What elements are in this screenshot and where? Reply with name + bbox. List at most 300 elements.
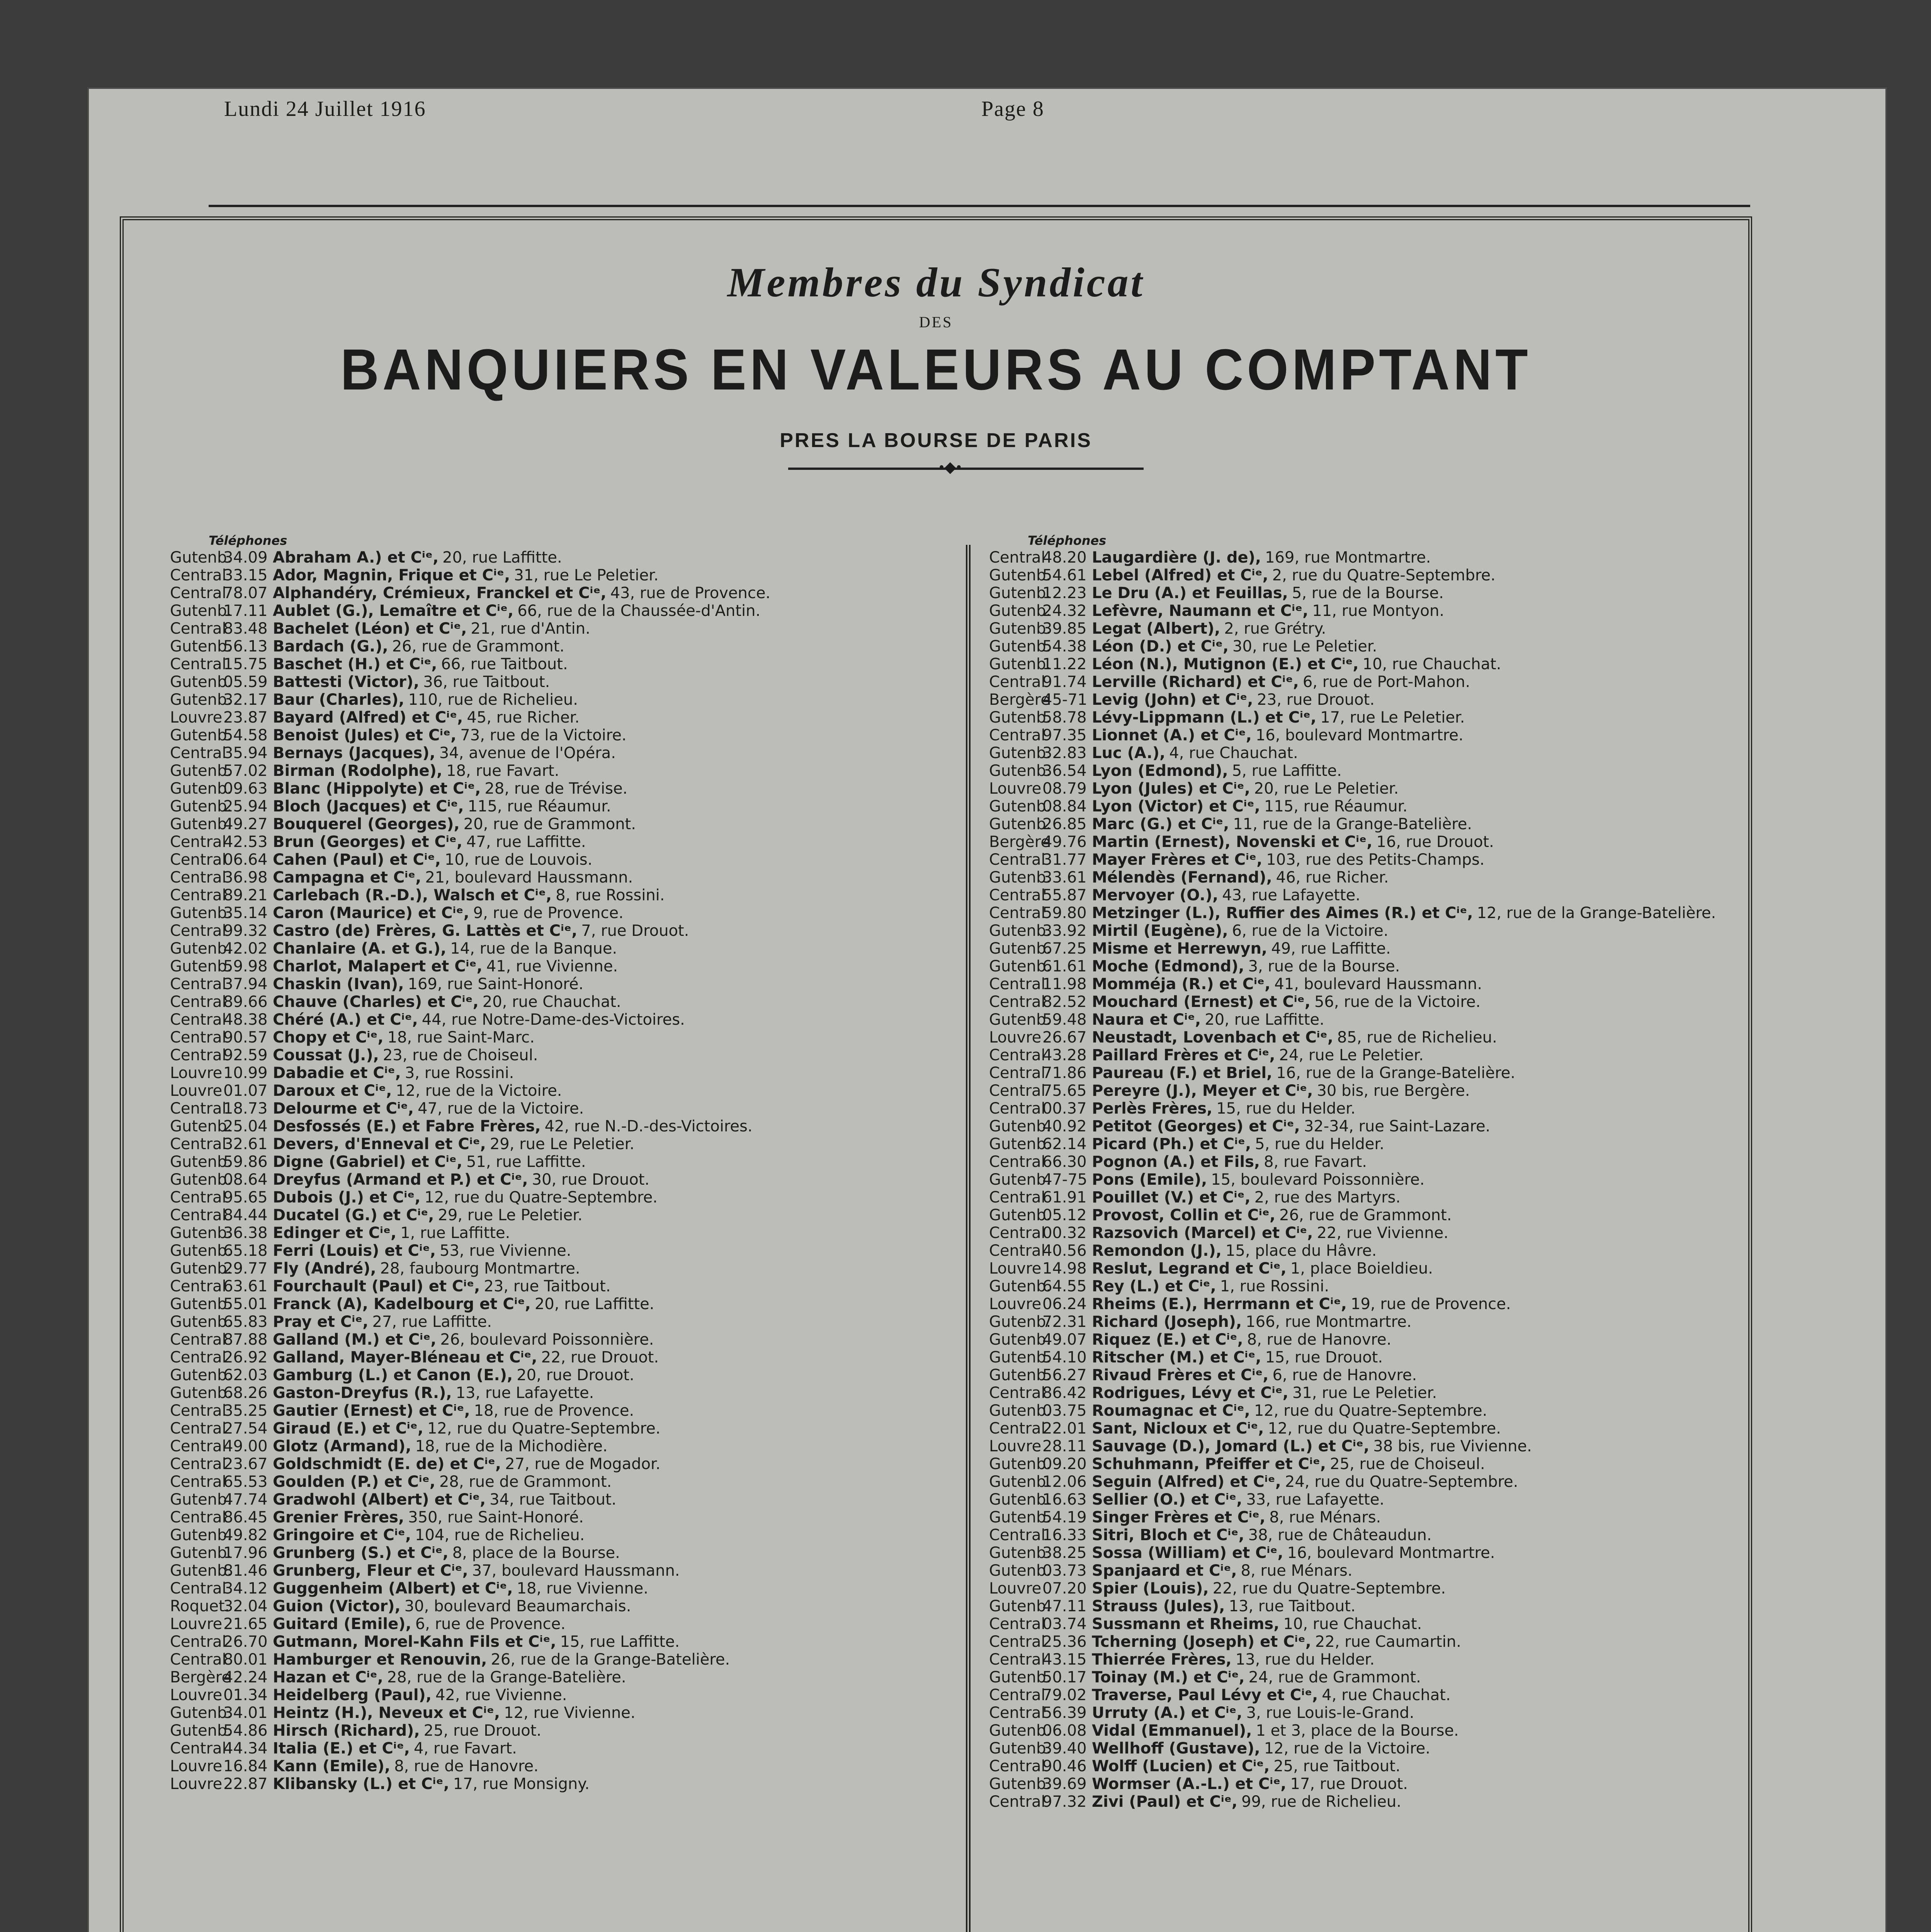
phone-exchange: Gutenb. bbox=[989, 957, 1051, 975]
phone-exchange: Gutenb. bbox=[170, 815, 232, 833]
member-row bbox=[170, 1171, 770, 1189]
phone-number: 18.73 bbox=[223, 1100, 268, 1117]
member-row bbox=[989, 1455, 1716, 1473]
member-name: Chauve (Charles) et Cⁱᵉ, bbox=[273, 993, 479, 1011]
phone-number: 08.79 bbox=[1042, 780, 1087, 798]
member-name: Hazan et Cⁱᵉ, bbox=[273, 1668, 383, 1686]
member-row bbox=[170, 1295, 770, 1313]
phone-exchange: Central bbox=[989, 1046, 1045, 1064]
member-row bbox=[989, 1722, 1716, 1740]
member-row bbox=[989, 1597, 1716, 1615]
member-row bbox=[989, 1206, 1716, 1224]
phone-number: 78.07 bbox=[223, 584, 268, 602]
member-address: 24, rue de Grammont. bbox=[1248, 1668, 1421, 1686]
member-address: 6, rue de Hanovre. bbox=[1272, 1366, 1417, 1384]
members-list-right bbox=[989, 533, 1716, 1811]
member-row bbox=[170, 1046, 770, 1064]
member-name: Schuhmann, Pfeiffer et Cⁱᵉ, bbox=[1092, 1455, 1326, 1473]
phone-exchange: Gutenb. bbox=[170, 762, 232, 780]
phone-number: 00.32 bbox=[1042, 1224, 1087, 1242]
member-address: 22, rue Vivienne. bbox=[1317, 1224, 1448, 1242]
member-row bbox=[989, 1668, 1716, 1686]
member-row bbox=[170, 1029, 770, 1046]
phone-exchange: Gutenb. bbox=[170, 1491, 232, 1509]
phone-number: 00.37 bbox=[1042, 1100, 1087, 1117]
member-address: 8, place de la Bourse. bbox=[452, 1544, 620, 1562]
member-row bbox=[989, 922, 1716, 940]
member-address: 29, rue Le Peletier. bbox=[490, 1135, 635, 1153]
phone-exchange: Gutenb. bbox=[170, 1260, 232, 1277]
phone-exchange: Central bbox=[170, 922, 226, 940]
member-name: Marc (G.) et Cⁱᵉ, bbox=[1092, 815, 1229, 833]
member-row bbox=[170, 673, 770, 691]
member-address: 3, rue de la Bourse. bbox=[1248, 957, 1400, 975]
member-row bbox=[989, 1544, 1716, 1562]
phone-exchange: Central bbox=[989, 1615, 1045, 1633]
member-name: Martin (Ernest), Novenski et Cⁱᵉ, bbox=[1092, 833, 1373, 851]
member-name: Vidal (Emmanuel), bbox=[1092, 1722, 1252, 1740]
phone-number: 65.53 bbox=[223, 1473, 268, 1491]
phone-number: 64.55 bbox=[1042, 1277, 1087, 1295]
member-name: Klibansky (L.) et Cⁱᵉ, bbox=[273, 1775, 449, 1793]
member-address: 41, boulevard Haussmann. bbox=[1274, 975, 1482, 993]
member-row bbox=[989, 1277, 1716, 1295]
member-name: Dreyfus (Armand et P.) et Cⁱᵉ, bbox=[273, 1171, 528, 1189]
phone-number: 14.98 bbox=[1042, 1260, 1087, 1277]
member-name: Gautier (Ernest) et Cⁱᵉ, bbox=[273, 1402, 470, 1420]
member-address: 110, rue de Richelieu. bbox=[408, 691, 578, 709]
member-name: Pereyre (J.), Meyer et Cⁱᵉ, bbox=[1092, 1082, 1313, 1100]
member-name: Pray et Cⁱᵉ, bbox=[273, 1313, 369, 1331]
phone-number: 82.52 bbox=[1042, 993, 1087, 1011]
member-address: 5, rue Laffitte. bbox=[1232, 762, 1342, 780]
phone-number: 83.48 bbox=[223, 620, 268, 638]
member-row bbox=[989, 709, 1716, 726]
member-row bbox=[170, 655, 770, 673]
member-row bbox=[989, 1491, 1716, 1509]
member-row bbox=[989, 673, 1716, 691]
phone-exchange: Gutenb. bbox=[170, 673, 232, 691]
phone-number: 79.02 bbox=[1042, 1686, 1087, 1704]
member-row bbox=[989, 833, 1716, 851]
member-row bbox=[989, 566, 1716, 584]
member-row bbox=[989, 620, 1716, 638]
member-name: Rey (L.) et Cⁱᵉ, bbox=[1092, 1277, 1216, 1295]
phone-exchange: Central bbox=[989, 726, 1045, 744]
member-address: 24, rue Le Peletier. bbox=[1279, 1046, 1424, 1064]
phone-number: 09.20 bbox=[1042, 1455, 1087, 1473]
phone-exchange: Gutenb. bbox=[170, 1722, 232, 1740]
phone-number: 07.20 bbox=[1042, 1580, 1087, 1597]
member-row bbox=[989, 726, 1716, 744]
phone-number: 27.54 bbox=[223, 1420, 268, 1437]
phone-number: 08.64 bbox=[223, 1171, 268, 1189]
phone-number: 33.15 bbox=[223, 566, 268, 584]
phone-number: 59.98 bbox=[223, 957, 268, 975]
phone-exchange: Central bbox=[989, 1633, 1045, 1651]
member-row bbox=[170, 1206, 770, 1224]
member-row bbox=[170, 691, 770, 709]
member-name: Levig (John) et Cⁱᵉ, bbox=[1092, 691, 1253, 709]
member-name: Metzinger (L.), Ruffier des Aimes (R.) et Cⁱᵉ, bbox=[1092, 904, 1473, 922]
member-row bbox=[989, 1189, 1716, 1206]
member-address: 12, rue de la Victoire. bbox=[396, 1082, 562, 1100]
member-address: 12, rue de la Victoire. bbox=[1264, 1740, 1430, 1757]
member-address: 22, rue Caumartin. bbox=[1315, 1633, 1461, 1651]
member-row bbox=[989, 1046, 1716, 1064]
member-address: 16, boulevard Montmartre. bbox=[1255, 726, 1464, 744]
phone-number: 05.59 bbox=[223, 673, 268, 691]
phone-exchange: Gutenb. bbox=[989, 655, 1051, 673]
phone-number: 26.70 bbox=[223, 1633, 268, 1651]
member-address: 2, rue du Quatre-Septembre. bbox=[1272, 566, 1496, 584]
phone-exchange: Central bbox=[170, 886, 226, 904]
phone-exchange: Central bbox=[170, 993, 226, 1011]
phone-number: 26.92 bbox=[223, 1349, 268, 1366]
member-row bbox=[989, 1171, 1716, 1189]
phone-number: 62.03 bbox=[223, 1366, 268, 1384]
phone-exchange: Louvre bbox=[170, 1064, 223, 1082]
member-name: Laugardière (J. de), bbox=[1092, 549, 1261, 566]
member-address: 34, avenue de l'Opéra. bbox=[439, 744, 616, 762]
phone-number: 16.63 bbox=[1042, 1491, 1087, 1509]
member-row bbox=[989, 1135, 1716, 1153]
member-name: Tcherning (Joseph) et Cⁱᵉ, bbox=[1092, 1633, 1311, 1651]
member-row bbox=[989, 1704, 1716, 1722]
phone-exchange: Gutenb. bbox=[989, 1313, 1051, 1331]
member-row bbox=[170, 1153, 770, 1171]
member-name: Abraham A.) et Cⁱᵉ, bbox=[273, 549, 439, 566]
member-address: 104, rue de Richelieu. bbox=[415, 1526, 585, 1544]
phone-exchange: Gutenb. bbox=[989, 815, 1051, 833]
member-row bbox=[170, 993, 770, 1011]
member-name: Baur (Charles), bbox=[273, 691, 405, 709]
member-address: 1, place Boieldieu. bbox=[1290, 1260, 1433, 1277]
member-name: Battesti (Victor), bbox=[273, 673, 420, 691]
member-row bbox=[170, 1615, 770, 1633]
phone-number: 59.48 bbox=[1042, 1011, 1087, 1029]
member-name: Fourchault (Paul) et Cⁱᵉ, bbox=[273, 1277, 480, 1295]
phone-number: 32.83 bbox=[1042, 744, 1087, 762]
member-address: 66, rue de la Chaussée-d'Antin. bbox=[517, 602, 761, 620]
member-name: Guitard (Emile), bbox=[273, 1615, 411, 1633]
member-address: 10, rue de Louvois. bbox=[444, 851, 593, 869]
phone-exchange: Central bbox=[989, 1242, 1045, 1260]
member-address: 51, rue Laffitte. bbox=[466, 1153, 586, 1171]
phone-number: 36.54 bbox=[1042, 762, 1087, 780]
member-address: 20, rue de Grammont. bbox=[463, 815, 636, 833]
phone-exchange: Central bbox=[989, 1100, 1045, 1117]
syndicate-frame bbox=[120, 216, 1752, 1932]
member-row bbox=[170, 1544, 770, 1562]
phone-exchange: Gutenb. bbox=[170, 1153, 232, 1171]
member-row bbox=[989, 1384, 1716, 1402]
phone-exchange: Gutenb. bbox=[989, 1668, 1051, 1686]
member-address: 12, rue du Quatre-Septembre. bbox=[1268, 1420, 1501, 1437]
member-address: 20, rue Laffitte. bbox=[1205, 1011, 1324, 1029]
member-row bbox=[989, 993, 1716, 1011]
member-address: 6, rue de Port-Mahon. bbox=[1302, 673, 1470, 691]
member-name: Hamburger et Renouvin, bbox=[273, 1651, 487, 1668]
phone-number: 06.24 bbox=[1042, 1295, 1087, 1313]
member-name: Naura et Cⁱᵉ, bbox=[1092, 1011, 1201, 1029]
phone-number: 59.80 bbox=[1042, 904, 1087, 922]
phone-number: 33.61 bbox=[1042, 869, 1087, 886]
phone-exchange: Central bbox=[170, 1509, 226, 1526]
member-name: Blanc (Hippolyte) et Cⁱᵉ, bbox=[273, 780, 481, 798]
phone-exchange: Central bbox=[170, 1349, 226, 1366]
phone-number: 01.34 bbox=[223, 1686, 268, 1704]
member-name: Fly (André), bbox=[273, 1260, 376, 1277]
member-name: Chopy et Cⁱᵉ, bbox=[273, 1029, 384, 1046]
member-address: 30, rue Drouot. bbox=[532, 1171, 650, 1189]
member-row bbox=[989, 1100, 1716, 1117]
title-membres: Membres du Syndicat bbox=[727, 260, 1145, 306]
phone-exchange: Central bbox=[989, 1153, 1045, 1171]
phone-exchange: Louvre bbox=[989, 1580, 1042, 1597]
member-address: 23, rue de Choiseul. bbox=[382, 1046, 538, 1064]
phone-number: 68.26 bbox=[223, 1384, 268, 1402]
member-row bbox=[989, 744, 1716, 762]
member-name: Gutmann, Morel-Kahn Fils et Cⁱᵉ, bbox=[273, 1633, 556, 1651]
member-row bbox=[989, 1793, 1716, 1811]
member-row bbox=[989, 1224, 1716, 1242]
member-row bbox=[170, 851, 770, 869]
member-address: 27, rue de Mogador. bbox=[505, 1455, 661, 1473]
member-name: Devers, d'Enneval et Cⁱᵉ, bbox=[273, 1135, 486, 1153]
member-address: 14, rue de la Banque. bbox=[450, 940, 617, 957]
member-name: Ritscher (M.) et Cⁱᵉ, bbox=[1092, 1349, 1261, 1366]
header-rule bbox=[209, 205, 1750, 207]
member-address: 22, rue du Quatre-Septembre. bbox=[1212, 1580, 1446, 1597]
member-row bbox=[170, 1349, 770, 1366]
member-name: Mélendès (Fernand), bbox=[1092, 869, 1272, 886]
phone-exchange: Gutenb. bbox=[989, 1597, 1051, 1615]
member-address: 31, rue Le Peletier. bbox=[514, 566, 659, 584]
member-row bbox=[170, 1473, 770, 1491]
member-address: 15, rue Drouot. bbox=[1265, 1349, 1383, 1366]
phone-exchange: Bergère bbox=[170, 1668, 231, 1686]
member-address: 18, rue Favart. bbox=[446, 762, 559, 780]
member-row bbox=[170, 1668, 770, 1686]
phone-number: 12.23 bbox=[1042, 584, 1087, 602]
member-address: 46, rue Richer. bbox=[1276, 869, 1389, 886]
phone-number: 03.75 bbox=[1042, 1402, 1087, 1420]
phone-number: 10.99 bbox=[223, 1064, 268, 1082]
member-address: 5, rue du Helder. bbox=[1255, 1135, 1384, 1153]
member-address: 24, rue du Quatre-Septembre. bbox=[1285, 1473, 1518, 1491]
member-name: Spanjaard et Cⁱᵉ, bbox=[1092, 1562, 1237, 1580]
phone-number: 42.02 bbox=[223, 940, 268, 957]
member-name: Baschet (H.) et Cⁱᵉ, bbox=[273, 655, 437, 673]
member-address: 25, rue Drouot. bbox=[423, 1722, 542, 1740]
phone-exchange: Gutenb. bbox=[989, 1455, 1051, 1473]
phone-exchange: Central bbox=[989, 1526, 1045, 1544]
member-row bbox=[170, 762, 770, 780]
member-row bbox=[170, 1117, 770, 1135]
member-address: 26, boulevard Poissonnière. bbox=[440, 1331, 654, 1349]
member-address: 37, boulevard Haussmann. bbox=[472, 1562, 680, 1580]
ornament-icon: •◆• bbox=[939, 458, 962, 476]
phone-exchange: Gutenb. bbox=[170, 780, 232, 798]
member-row bbox=[989, 1686, 1716, 1704]
phone-exchange: Gutenb. bbox=[989, 1349, 1051, 1366]
title-banquiers: BANQUIERS EN VALEURS AU COMPTANT bbox=[340, 337, 1532, 402]
member-address: 53, rue Vivienne. bbox=[440, 1242, 571, 1260]
phone-exchange: Central bbox=[989, 1064, 1045, 1082]
member-address: 85, rue de Richelieu. bbox=[1337, 1029, 1497, 1046]
member-name: Ducatel (G.) et Cⁱᵉ, bbox=[273, 1206, 434, 1224]
phone-exchange: Louvre bbox=[989, 1029, 1042, 1046]
phone-number: 22.87 bbox=[223, 1775, 268, 1793]
member-row bbox=[170, 780, 770, 798]
member-row bbox=[989, 815, 1716, 833]
phone-number: 31.77 bbox=[1042, 851, 1087, 869]
phone-number: 45-71 bbox=[1042, 691, 1088, 709]
phone-number: 54.10 bbox=[1042, 1349, 1087, 1366]
member-name: Rheims (E.), Herrmann et Cⁱᵉ, bbox=[1092, 1295, 1347, 1313]
phone-number: 36.38 bbox=[223, 1224, 268, 1242]
member-row bbox=[989, 1775, 1716, 1793]
member-name: Moche (Edmond), bbox=[1092, 957, 1244, 975]
member-address: 5, rue de la Bourse. bbox=[1292, 584, 1444, 602]
phone-exchange: Central bbox=[170, 869, 226, 886]
phone-number: 23.87 bbox=[223, 709, 268, 726]
member-address: 350, rue Saint-Honoré. bbox=[408, 1509, 584, 1526]
member-address: 103, rue des Petits-Champs. bbox=[1266, 851, 1485, 869]
phone-number: 65.83 bbox=[223, 1313, 268, 1331]
member-row bbox=[989, 602, 1716, 620]
phone-exchange: Gutenb. bbox=[170, 1704, 232, 1722]
phone-exchange: Central bbox=[170, 566, 226, 584]
member-row bbox=[170, 584, 770, 602]
title-des: DES bbox=[919, 313, 953, 331]
phone-exchange: Central bbox=[989, 975, 1045, 993]
ornament-rule bbox=[788, 468, 1144, 470]
member-row bbox=[170, 1775, 770, 1793]
phone-exchange: Central bbox=[989, 1757, 1045, 1775]
member-address: 12, rue du Quatre-Septembre. bbox=[427, 1420, 661, 1437]
phone-number: 23.67 bbox=[223, 1455, 268, 1473]
member-name: Franck (A), Kadelbourg et Cⁱᵉ, bbox=[273, 1295, 531, 1313]
phone-exchange: Gutenb. bbox=[170, 957, 232, 975]
phone-exchange: Gutenb. bbox=[989, 1740, 1051, 1757]
member-address: 13, rue Taitbout. bbox=[1229, 1597, 1356, 1615]
phone-exchange: Gutenb. bbox=[989, 1171, 1051, 1189]
member-name: Edinger et Cⁱᵉ, bbox=[273, 1224, 397, 1242]
member-row bbox=[170, 1224, 770, 1242]
member-row bbox=[170, 1686, 770, 1704]
member-address: 8, rue de Hanovre. bbox=[394, 1757, 539, 1775]
member-name: Lionnet (A.) et Cⁱᵉ, bbox=[1092, 726, 1252, 744]
phone-exchange: Central bbox=[170, 1189, 226, 1206]
phone-exchange: Gutenb. bbox=[170, 638, 232, 655]
phone-exchange: Central bbox=[170, 1473, 226, 1491]
member-name: Giraud (E.) et Cⁱᵉ, bbox=[273, 1420, 423, 1437]
member-row bbox=[989, 869, 1716, 886]
phone-number: 35.14 bbox=[223, 904, 268, 922]
member-name: Bloch (Jacques) et Cⁱᵉ, bbox=[273, 798, 464, 815]
phone-number: 54.61 bbox=[1042, 566, 1087, 584]
member-row bbox=[989, 1509, 1716, 1526]
member-name: Benoist (Jules) et Cⁱᵉ, bbox=[273, 726, 457, 744]
member-name: Seguin (Alfred) et Cⁱᵉ, bbox=[1092, 1473, 1281, 1491]
phone-number: 56.13 bbox=[223, 638, 268, 655]
member-row bbox=[989, 1402, 1716, 1420]
member-address: 20, rue Le Peletier. bbox=[1254, 780, 1399, 798]
member-address: 15, rue Laffitte. bbox=[560, 1633, 680, 1651]
phone-number: 62.14 bbox=[1042, 1135, 1087, 1153]
member-name: Caron (Maurice) et Cⁱᵉ, bbox=[273, 904, 469, 922]
member-address: 26, rue de Grammont. bbox=[1279, 1206, 1452, 1224]
member-address: 49, rue Laffitte. bbox=[1271, 940, 1391, 957]
phone-exchange: Gutenb. bbox=[989, 1775, 1051, 1793]
member-address: 12, rue de la Grange-Batelière. bbox=[1477, 904, 1716, 922]
phone-exchange: Central bbox=[170, 1633, 226, 1651]
member-address: 23, rue Taitbout. bbox=[484, 1277, 611, 1295]
member-name: Provost, Collin et Cⁱᵉ, bbox=[1092, 1206, 1276, 1224]
phone-exchange: Central bbox=[170, 1011, 226, 1029]
phone-exchange: Roquet. bbox=[170, 1597, 230, 1615]
phone-number: 42.53 bbox=[223, 833, 268, 851]
member-name: Guggenheim (Albert) et Cⁱᵉ, bbox=[273, 1580, 513, 1597]
member-address: 8, rue Favart. bbox=[1264, 1153, 1367, 1171]
member-address: 31, rue Le Peletier. bbox=[1292, 1384, 1437, 1402]
phone-number: 15.75 bbox=[223, 655, 268, 673]
phone-number: 08.84 bbox=[1042, 798, 1087, 815]
member-address: 9, rue de Provence. bbox=[473, 904, 624, 922]
member-address: 7, rue Drouot. bbox=[581, 922, 689, 940]
member-name: Charlot, Malapert et Cⁱᵉ, bbox=[273, 957, 483, 975]
member-address: 18, rue Vivienne. bbox=[517, 1580, 648, 1597]
phone-exchange: Gutenb. bbox=[989, 1491, 1051, 1509]
phone-number: 97.32 bbox=[1042, 1793, 1087, 1811]
member-name: Traverse, Paul Lévy et Cⁱᵉ, bbox=[1092, 1686, 1318, 1704]
phone-exchange: Louvre bbox=[989, 780, 1042, 798]
member-address: 99, rue de Richelieu. bbox=[1241, 1793, 1401, 1811]
phone-number: 49.82 bbox=[223, 1526, 268, 1544]
member-name: Pouillet (V.) et Cⁱᵉ, bbox=[1092, 1189, 1251, 1206]
phone-exchange: Central bbox=[170, 620, 226, 638]
phone-number: 25.36 bbox=[1042, 1633, 1087, 1651]
phone-number: 25.04 bbox=[223, 1117, 268, 1135]
phone-exchange: Gutenb. bbox=[989, 1562, 1051, 1580]
member-address: 22, rue Drouot. bbox=[541, 1349, 659, 1366]
phone-number: 86.45 bbox=[223, 1509, 268, 1526]
member-row bbox=[989, 1757, 1716, 1775]
phone-exchange: Gutenb. bbox=[170, 1544, 232, 1562]
column-separator bbox=[966, 545, 971, 1932]
member-name: Grunberg, Fleur et Cⁱᵉ, bbox=[273, 1562, 468, 1580]
member-name: Chaskin (Ivan), bbox=[273, 975, 404, 993]
member-row bbox=[170, 602, 770, 620]
phone-exchange: Central bbox=[989, 1651, 1045, 1668]
phone-exchange: Central bbox=[170, 1402, 226, 1420]
member-name: Goulden (P.) et Cⁱᵉ, bbox=[273, 1473, 435, 1491]
phone-number: 47.74 bbox=[223, 1491, 268, 1509]
phone-number: 55.87 bbox=[1042, 886, 1087, 904]
member-row bbox=[989, 940, 1716, 957]
member-name: Mayer Frères et Cⁱᵉ, bbox=[1092, 851, 1263, 869]
member-name: Brun (Georges) et Cⁱᵉ, bbox=[273, 833, 462, 851]
member-row bbox=[170, 1562, 770, 1580]
member-name: Wolff (Lucien) et Cⁱᵉ, bbox=[1092, 1757, 1270, 1775]
member-name: Misme et Herrewyn, bbox=[1092, 940, 1268, 957]
phone-exchange: Central bbox=[989, 1224, 1045, 1242]
phone-number: 39.85 bbox=[1042, 620, 1087, 638]
member-address: 30, rue Le Peletier. bbox=[1232, 638, 1377, 655]
phone-exchange: Gutenb. bbox=[989, 602, 1051, 620]
